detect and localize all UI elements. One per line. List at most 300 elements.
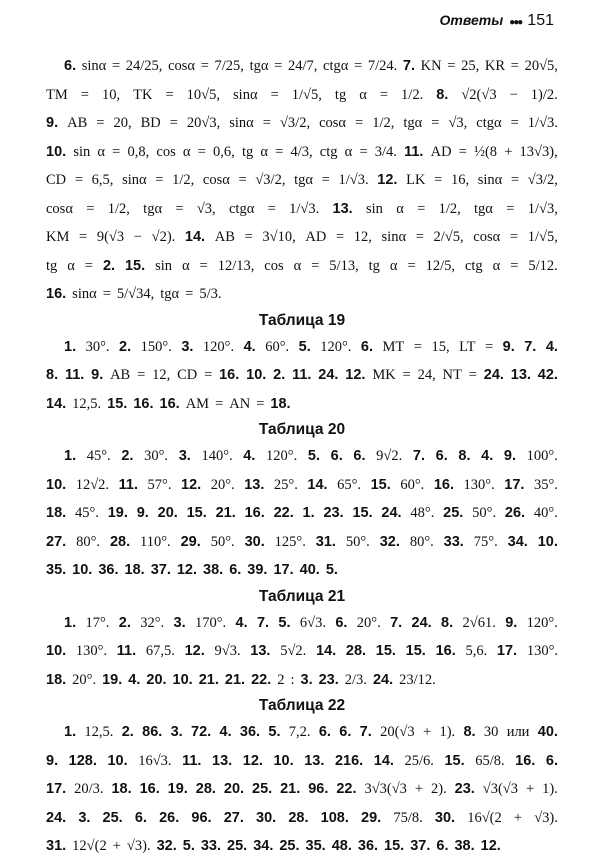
item-number: 16. [433, 476, 454, 493]
item-number: 14. [184, 229, 206, 245]
item-number: 12. [242, 752, 263, 769]
answer-token: = [434, 172, 443, 188]
item-number: 12. [181, 476, 202, 493]
answer-token: 150°. [140, 338, 172, 355]
answer-token: 120°. [266, 448, 298, 464]
item-number: 32. [379, 533, 400, 550]
answer-token: = [510, 172, 520, 188]
item-number: 1. [64, 448, 77, 464]
running-header [440, 12, 554, 30]
answer-line [46, 832, 558, 861]
answer-token: √2). [151, 229, 176, 245]
answer-token: α [389, 257, 398, 274]
answer-token: 25°. [273, 476, 298, 493]
item-number: 36. [98, 562, 119, 578]
item-number: 28. [288, 809, 309, 826]
item-number: 5. [325, 562, 338, 578]
answer-line [46, 718, 558, 747]
item-number: 32. [156, 838, 177, 854]
answer-token: sinα [81, 58, 107, 74]
answer-token: sin [73, 143, 91, 160]
answer-token: = [321, 172, 330, 188]
item-number: 14. [373, 752, 394, 769]
answer-token: 60°. [265, 338, 290, 355]
answer-token: = [262, 115, 271, 131]
answer-token: cosα [202, 172, 230, 188]
answer-token: = [484, 338, 494, 355]
item-number: 18. [46, 505, 67, 521]
item-number: 33. [443, 533, 464, 550]
item-number: 2. [273, 367, 286, 383]
answer-token: 80°. [409, 533, 434, 550]
item-number: 9. [46, 752, 59, 769]
item-number: 8. [46, 367, 59, 383]
answer-token: = [417, 200, 426, 217]
answer-line [46, 223, 558, 252]
item-number: 3. [170, 724, 183, 740]
item-number: 25. [227, 838, 248, 854]
item-number: 22. [251, 671, 272, 688]
answer-token: ctg [464, 257, 483, 274]
item-number: 29. [361, 809, 382, 826]
answer-token: AD [305, 229, 327, 245]
answer-token: 2/3. [344, 671, 367, 688]
answer-token: √2(√3 [461, 86, 497, 103]
answer-token: = [379, 86, 389, 103]
answer-token: 17°. [85, 614, 110, 631]
item-number: 15. [375, 643, 396, 659]
answer-line [46, 52, 558, 81]
answer-token: 3√10, [262, 229, 296, 245]
answer-token: + [504, 143, 513, 160]
answer-token: cos [156, 143, 176, 160]
answer-token: = [468, 367, 477, 383]
item-number: 9. [502, 338, 515, 355]
answer-token: 2 [277, 671, 285, 688]
answer-token: 60°. [400, 476, 425, 493]
item-number: 1. [64, 338, 77, 355]
answer-token: = [74, 172, 83, 188]
answer-token: = [112, 143, 121, 160]
item-number: 22. [336, 781, 357, 797]
answer-token: 16√3. [138, 752, 172, 769]
table-answers [46, 609, 558, 695]
answer-token: = [169, 115, 178, 131]
item-number: 30. [244, 533, 265, 550]
answer-token: 65/8. [475, 752, 505, 769]
answer-token: 0,6, [213, 143, 235, 160]
item-number: 36. [357, 838, 379, 854]
item-number: 4. [219, 724, 232, 740]
answer-line [46, 471, 558, 500]
table-heading: Таблица 20 [258, 421, 346, 438]
answer-token: tgα [143, 200, 163, 217]
answer-token: BD [140, 115, 161, 131]
answer-token: 12, [353, 229, 372, 245]
item-number: 5. [278, 614, 291, 631]
item-number: 5. [307, 448, 320, 464]
answer-token: √3/2, [255, 172, 286, 188]
answer-token: ctgα [323, 58, 349, 74]
item-number: 27. [46, 533, 67, 550]
item-number: 25. [279, 838, 300, 854]
answer-token: 48°. [410, 505, 435, 521]
answer-token: 1). [439, 724, 456, 740]
answer-token: + [414, 781, 424, 797]
item-number: 11. [116, 643, 137, 659]
answer-token: 3√3(√3 [364, 781, 407, 797]
answer-token: 57°. [147, 476, 172, 493]
answer-token: tg [241, 143, 254, 160]
item-number: 21. [280, 781, 301, 797]
answer-token: 1/2. [401, 86, 424, 103]
item-number: 12. [377, 172, 398, 188]
answer-line [46, 109, 558, 138]
answer-token: 1/√3. [527, 115, 558, 131]
item-number: 25. [102, 809, 123, 826]
item-number: 8. [441, 614, 454, 631]
answer-line [46, 609, 558, 638]
answer-token: = [415, 229, 424, 245]
answer-token: = [155, 172, 164, 188]
item-number: 15. [352, 505, 373, 521]
item-number: 20. [146, 671, 167, 688]
answer-token: = [413, 338, 422, 355]
item-number: 4. [545, 338, 558, 355]
answer-token: = [354, 58, 363, 74]
answer-token: = [238, 172, 247, 188]
answer-token: = [274, 58, 283, 74]
item-number: 28. [345, 643, 367, 659]
answer-token: = [244, 229, 253, 245]
item-number: 16. [435, 643, 456, 659]
item-number: 18. [270, 395, 291, 412]
answer-token: √3). [126, 838, 151, 854]
answer-token: 120°. [320, 338, 352, 355]
answer-token: ctgα [228, 200, 255, 217]
item-number: 15. [107, 395, 128, 412]
answer-token: 6,5, [91, 172, 114, 188]
answer-token: AN [229, 395, 251, 412]
item-number: 31. [315, 533, 336, 550]
answer-token: cos [264, 257, 284, 274]
answer-token: ctg [319, 143, 338, 160]
answer-token: = [200, 58, 209, 74]
answer-token: ½(8 [474, 143, 498, 160]
answer-token: 0,8, [127, 143, 150, 160]
answer-token: 9√3. [214, 643, 241, 659]
item-number: 20. [157, 505, 178, 521]
item-number: 6. [545, 752, 558, 769]
item-number: 23. [323, 505, 344, 521]
answer-token: = [458, 143, 467, 160]
answer-token: 1/√3, [527, 200, 558, 217]
item-number: 26. [159, 809, 180, 826]
answer-token: LT [459, 338, 476, 355]
answer-token: 5/3. [199, 286, 222, 302]
item-number: 19. [102, 671, 123, 688]
answer-token: TM [46, 86, 68, 103]
answer-token: tg [334, 86, 347, 103]
answer-token: 67,5. [145, 643, 175, 659]
answer-token: 45°. [74, 505, 99, 521]
answer-token: 12/5, [425, 257, 455, 274]
item-number: 23. [318, 671, 339, 688]
answer-token: 12√2. [75, 476, 110, 493]
answer-token: 2/√5, [433, 229, 464, 245]
item-number: 16. [515, 752, 536, 769]
answer-token: NT [442, 367, 462, 383]
answer-token: 9√2. [376, 448, 403, 464]
answer-line [46, 747, 558, 776]
item-number: 2. [102, 257, 116, 274]
answer-token: = [335, 229, 345, 245]
item-number: 13. [304, 752, 325, 769]
item-number: 17. [273, 562, 294, 578]
item-number: 19. [107, 505, 128, 521]
answer-token: 35°. [533, 476, 558, 493]
answer-token: + [112, 838, 121, 854]
item-number: 6. [318, 724, 331, 740]
answer-line [46, 390, 558, 419]
answer-token: 32°. [140, 614, 165, 631]
answer-token: tgα [474, 200, 493, 217]
item-number: 9. [505, 614, 518, 631]
answer-line [46, 804, 558, 833]
item-number: 9. [503, 448, 516, 464]
item-number: 11. [292, 367, 312, 383]
answer-token: tgα [249, 58, 269, 74]
item-number: 15. [124, 257, 146, 274]
answer-token: α [67, 257, 75, 274]
item-number: 48. [331, 838, 352, 854]
answer-token: √3(√3 [482, 781, 519, 797]
item-number: 10. [172, 671, 193, 688]
answer-token: 24/7, [287, 58, 318, 74]
answer-token: cosα [46, 200, 73, 217]
answer-token: 1). [542, 781, 558, 797]
item-number: 128. [68, 752, 97, 769]
item-number: 10. [273, 752, 294, 769]
item-number: 7. [412, 448, 425, 464]
item-number: 2. [121, 448, 134, 464]
answer-token: 5√2. [280, 643, 307, 659]
answer-token: tg [368, 257, 380, 274]
section-label: Ответы [439, 12, 504, 28]
item-number: 15. [370, 476, 391, 493]
item-number: 11. [404, 143, 424, 160]
answer-token: = [510, 257, 519, 274]
answer-token: 130°. [463, 476, 495, 493]
item-number: 22. [273, 505, 294, 521]
answer-token: 1/2, [172, 172, 195, 188]
answer-token: 1)/2. [530, 86, 558, 103]
answer-token: tgα [294, 172, 314, 188]
item-number: 25. [443, 505, 464, 521]
item-number: 86. [142, 724, 163, 740]
answer-token: √3/2, [279, 115, 311, 131]
item-number: 33. [200, 838, 222, 854]
answer-token: = [431, 115, 440, 131]
item-number: 7. [256, 614, 270, 631]
answer-token: 7/25, [214, 58, 244, 74]
answer-token: 1/√3. [289, 200, 320, 217]
answer-token: sinα [229, 115, 254, 131]
item-number: 18. [111, 781, 132, 797]
answer-token: = [355, 115, 364, 131]
item-number: 3. [173, 614, 186, 631]
item-number: 24. [318, 367, 339, 383]
item-number: 4. [481, 448, 494, 464]
item-number: 96. [308, 781, 329, 797]
answer-token: 50°. [345, 533, 370, 550]
answer-token: = [175, 200, 184, 217]
item-number: 28. [109, 533, 131, 550]
item-number: 4. [128, 671, 141, 688]
item-number: 38. [454, 838, 475, 854]
table-answers [46, 442, 558, 585]
answer-token: 12, [152, 367, 171, 383]
item-number: 40. [299, 562, 320, 578]
answer-token: tgα [160, 286, 180, 302]
item-number: 24. [483, 367, 504, 383]
answer-token: 16, [450, 172, 470, 188]
answer-token: = [80, 86, 89, 103]
answer-token: 25/6. [404, 752, 434, 769]
answer-token: MT [382, 338, 405, 355]
item-number: 16. [46, 286, 67, 302]
answer-sections [46, 309, 558, 861]
answer-token: = [96, 115, 105, 131]
answer-token: AM [185, 395, 210, 412]
answer-token: √3). [534, 809, 558, 826]
item-number: 5. [298, 338, 311, 355]
item-number: 108. [320, 809, 349, 826]
item-number: 4. [243, 338, 256, 355]
item-number: 13. [212, 752, 233, 769]
item-number: 6. [436, 838, 449, 854]
item-number: 15. [186, 505, 207, 521]
item-number: 13. [244, 476, 265, 493]
answer-token: − [133, 229, 142, 245]
item-number: 11. [182, 752, 202, 769]
answer-token: α [359, 86, 367, 103]
table-heading: Таблица 22 [258, 697, 346, 714]
item-number: 6. [335, 614, 348, 631]
answer-token: MK [372, 367, 396, 383]
answer-token: ctgα [476, 115, 502, 131]
item-number: 8. [436, 86, 449, 103]
item-number: 42. [537, 367, 558, 383]
answer-token: = [79, 229, 88, 245]
item-number: 16. [159, 395, 180, 412]
answer-token: 125°. [274, 533, 306, 550]
answer-line [46, 499, 558, 528]
item-number: 9. [136, 505, 149, 521]
answer-token: α [492, 257, 501, 274]
answer-token: = [197, 143, 206, 160]
item-number: 21. [215, 505, 236, 521]
answer-token: 65°. [337, 476, 362, 493]
answer-token: cosα [319, 115, 347, 131]
answer-token: 25, [461, 58, 480, 74]
answer-token: 24, [417, 367, 436, 383]
item-number: 7. [524, 338, 537, 355]
answer-token: 2). [431, 781, 447, 797]
answer-token: = [84, 257, 93, 274]
answer-token: 12/13, [217, 257, 255, 274]
answer-token: √3/2, [527, 172, 558, 188]
answer-token: α [181, 257, 190, 274]
item-number: 4. [243, 448, 256, 464]
item-number: 15. [405, 643, 426, 659]
answer-token: 1/2, [372, 115, 395, 131]
answer-token: или [506, 724, 530, 740]
answer-token: 7/24. [367, 58, 398, 74]
item-number: 13. [332, 200, 353, 217]
item-number: 24. [372, 671, 394, 688]
item-number: 16. [244, 505, 265, 521]
item-number: 2. [118, 614, 131, 631]
answer-line [46, 775, 558, 804]
item-number: 6. [339, 724, 352, 740]
answer-token: = [506, 200, 515, 217]
item-number: 30. [256, 809, 277, 826]
answer-token: sin [365, 200, 383, 217]
answer-token: 40°. [533, 505, 558, 521]
answer-token: 30°. [144, 448, 169, 464]
item-number: 28. [195, 781, 216, 797]
answer-token: 10, [101, 86, 121, 103]
item-number: 24. [46, 809, 67, 826]
answer-token: = [204, 367, 213, 383]
answer-token: = [275, 143, 284, 160]
item-number: 18. [124, 562, 145, 578]
item-number: 37. [150, 562, 171, 578]
item-number: 72. [191, 724, 212, 740]
item-number: 40. [537, 724, 558, 740]
answer-token: 16√(2 [467, 809, 502, 826]
answer-token: 75/8. [393, 809, 423, 826]
answer-token: 30°. [85, 338, 110, 355]
answer-token: + [513, 809, 523, 826]
answer-token: KN [420, 58, 442, 74]
answer-token: = [311, 257, 320, 274]
answer-token: 130°. [526, 643, 558, 659]
item-number: 34. [253, 838, 274, 854]
answer-token: 120°. [202, 338, 235, 355]
item-number: 5. [268, 724, 281, 740]
item-number: 11. [118, 476, 138, 493]
answer-token: = [510, 115, 519, 131]
item-number: 39. [247, 562, 268, 578]
answer-token: 24/25, [125, 58, 163, 74]
item-number: 3. [78, 809, 91, 826]
answer-token: √3, [448, 115, 468, 131]
item-number: 12. [480, 838, 501, 854]
item-number: 10. [46, 143, 67, 160]
item-number: 6. [134, 809, 147, 826]
item-number: 12. [345, 367, 366, 383]
item-number: 38. [203, 562, 224, 578]
answer-token: α [396, 200, 404, 217]
answer-token: = [407, 257, 416, 274]
item-number: 2. [119, 338, 132, 355]
answer-token: 10√5, [186, 86, 221, 103]
answer-token: 15, [431, 338, 450, 355]
item-number: 6. [435, 448, 448, 464]
item-number: 35. [46, 562, 67, 578]
